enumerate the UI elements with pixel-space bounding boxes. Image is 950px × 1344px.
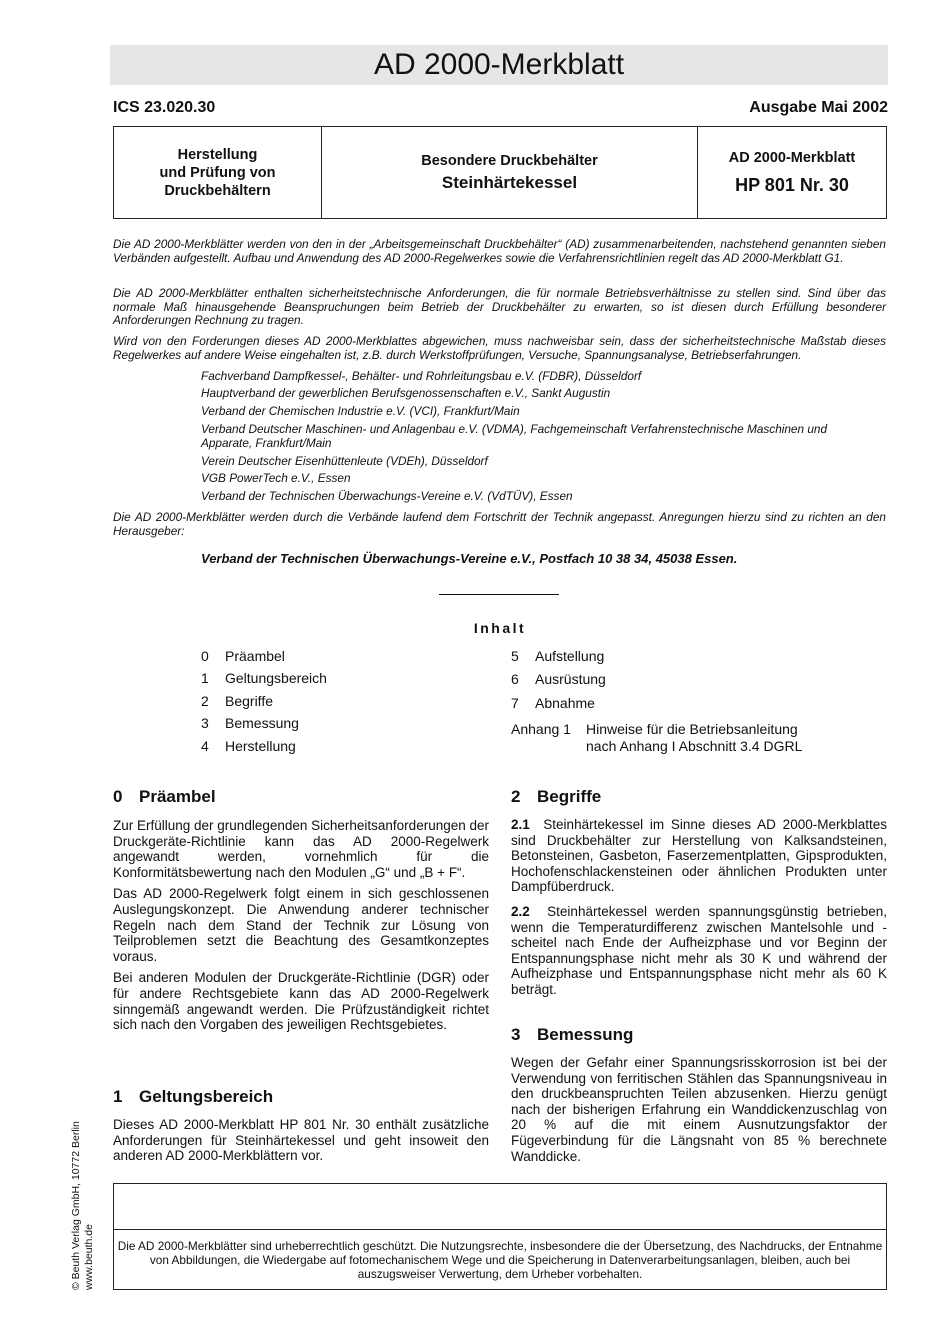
- section-body-1: [113, 1117, 489, 1170]
- toc-entry: 1 Geltungsbereich: [201, 670, 327, 686]
- toc-entry-annex: Anhang 1 Hinweise für die Betriebsanleitung nach Anhang I Abschnitt 3.4 DGRL: [511, 721, 803, 754]
- association-item: Verband der Chemischen Industrie e.V. (VCI), Frankfurt/Main: [201, 404, 520, 418]
- section-heading-0: 0 Präambel: [113, 787, 216, 806]
- association-item: VGB PowerTech e.V., Essen: [201, 471, 351, 485]
- toc-entry: 0 Präambel: [201, 648, 285, 664]
- toc-entry: 7 Abnahme: [511, 695, 595, 711]
- sheet-series: AD 2000-Merkblatt: [728, 149, 856, 166]
- copyright-box: [113, 1183, 887, 1290]
- intro-paragraph-2: Die AD 2000-Merkblätter enthalten sicherheitstechnische Anforderungen, die für normale Betriebsverhältnisse zu stellen sind. Sind über das normale Maß hinausgehende Beanspruchungen beim Betrieb der Druckbehälter zu erwarten, so ist diesen durch Erfüllung besonderer Anforderungen Rechnung zu tragen.: [113, 286, 886, 327]
- association-item: Verein Deutscher Eisenhüttenleute (VDEh), Düsseldorf: [201, 454, 488, 468]
- intro-paragraph-1: Die AD 2000-Merkblätter werden von den in der „Arbeitsgemeinschaft Druckbehälter“ (AD) zusammenarbeitenden, nachstehend genannten sieben Verbänden aufgestellt. Aufbau und Anwendung des AD 2000-Regelwerkes sowie die Verfahrensrichtlinien regelt das AD 2000-Merkblatt G1.: [113, 237, 886, 265]
- copyright-notice: Die AD 2000-Merkblätter sind urheberrechtlich geschützt. Die Nutzungsrechte, insbesondere die der Übersetzung, des Nachdrucks, der Entnahme von Abbildungen, die Wiedergabe auf fotomechanischem Wege und die Speicherung in Datenverarbeitungsanlagen, bleiben, auch bei auszugsweiser Verwertung, dem Urheber vorbehalten.: [114, 1229, 886, 1289]
- header-box-id: [698, 127, 886, 218]
- publisher-imprint: [70, 990, 96, 1290]
- subject-subtitle: Besondere Druckbehälter: [421, 152, 598, 169]
- edition-date: Ausgabe Mai 2002: [749, 99, 888, 116]
- paragraph: Zur Erfüllung der grundlegenden Sicherheitsanforderungen der Druckgeräte-Richtlinie kann das AD 2000-Regelwerk angewandt werden, vornehmlich für die Konformitätsbewertung nach den Modulen „G“ und „B + F“.: [113, 818, 489, 880]
- paragraph: Das AD 2000-Regelwerk folgt einem in sich geschlossenen Auslegungskonzept. Die Anwendung anderer technischer Regeln nach dem Stand der Technik zur Lösung von Teilproblemen setzt die Beachtung des Gesamtkonzeptes voraus.: [113, 886, 489, 964]
- paragraph: 2.1 Steinhärtekessel im Sinne dieses AD 2000-Merkblattes sind Druckbehälter zur Herstellung von Kalksandsteinen, Betonsteinen, Gasbeton, Faserzementplatten, Gipsprodukten, Hochofenschlackensteinen oder ähnlichen Produkten unter Dampfüberdruck.: [511, 817, 887, 895]
- association-item: Fachverband Dampfkessel-, Behälter- und Rohrleitungsbau e.V. (FDBR), Düsseldorf: [201, 369, 642, 383]
- toc-entry: 3 Bemessung: [201, 715, 299, 731]
- header-box-subject: [322, 127, 698, 218]
- paragraph: 2.2 Steinhärtekessel werden spannungsgünstig betrieben, wenn die Temperaturdifferenz zwischen Mantelsohle und -scheitel nach Ende der Aufheizphase und vor Beginn der Entspannungsphase nicht mehr als 30 K und während der Aufheizphase und Entspannungsphase nicht mehr als 60 K beträgt.: [511, 903, 887, 997]
- header-box: [113, 126, 887, 219]
- association-item: Verband der Technischen Überwachungs-Vereine e.V. (VdTÜV), Essen: [201, 489, 573, 503]
- section-body-3: [511, 1055, 887, 1170]
- section-body-0: [113, 818, 489, 1039]
- intro-paragraph-4: Die AD 2000-Merkblätter werden durch die Verbände laufend dem Fortschritt der Technik angepasst. Anregungen hierzu sind zu richten an den Herausgeber:: [113, 510, 886, 538]
- section-heading-3: 3 Bemessung: [511, 1025, 634, 1044]
- paragraph: Wegen der Gefahr einer Spannungsrisskorrosion ist bei der Verwendung von ferritischen Stählen das Spannungsniveau in den druckbeanspruchten Teilen abzusenken. Hierzu genügt nach der bisherigen Erfahrung ein Wanddickenzuschlag von 20 % auf die mit einem Ausnutzungsfaktor der Fügeverbindung für die Längsnaht von 85 % berechnete Wanddicke.: [511, 1055, 887, 1164]
- association-item: Hauptverband der gewerblichen Berufsgenossenschaften e.V., Sankt Augustin: [201, 386, 611, 400]
- paragraph: Bei anderen Modulen der Druckgeräte-Richtlinie (DGR) oder für andere Rechtsgebiete kann das AD 2000-Regelwerk sinngemäß angewandt werden. Die Prüfzuständigkeit richtet sich nach den Vorgaben des jeweiligen Rechtsgebietes.: [113, 970, 489, 1033]
- toc-title: Inhalt: [473, 620, 527, 636]
- ics-code: ICS 23.020.30: [113, 99, 216, 116]
- intro-paragraph-3: Wird von den Forderungen dieses AD 2000-Merkblattes abgewichen, muss nachweisbar sein, dass der sicherheitstechnische Maßstab dieses Regelwerkes auf andere Weise eingehalten ist, z.B. durch Werkstoffprüfungen, Versuche, Spannungsanalyse, Betriebserfahrungen.: [113, 334, 886, 362]
- toc-entry: 2 Begriffe: [201, 693, 273, 709]
- toc-entry: 5 Aufstellung: [511, 648, 605, 664]
- publisher-address: Verband der Technischen Überwachungs-Vereine e.V., Postfach 10 38 34, 45038 Essen.: [201, 551, 738, 566]
- category-line-3: Druckbehältern: [164, 182, 271, 199]
- toc-entry: 6 Ausrüstung: [511, 671, 606, 687]
- paragraph: Dieses AD 2000-Merkblatt HP 801 Nr. 30 enthält zusätzliche Anforderungen für Steinhärtekessel und geht insoweit den anderen AD 2000-Merkblättern vor.: [113, 1117, 489, 1164]
- header-box-category: [114, 127, 322, 218]
- section-body-2: [511, 817, 887, 1004]
- section-heading-1: 1 Geltungsbereich: [113, 1087, 274, 1106]
- divider-line: [439, 594, 559, 595]
- document-title: AD 2000-Merkblatt: [110, 45, 888, 85]
- category-line-2: und Prüfung von: [159, 164, 276, 181]
- subject-title: Steinhärtekessel: [441, 172, 578, 192]
- sheet-number: HP 801 Nr. 30: [735, 174, 849, 195]
- imprint-line-1: © Beuth Verlag GmbH, 10772 Berlin: [70, 1121, 82, 1290]
- imprint-line-2: www.beuth.de: [83, 1224, 95, 1290]
- category-line-1: Herstellung: [177, 146, 258, 163]
- section-heading-2: 2 Begriffe: [511, 787, 602, 806]
- toc-entry: 4 Herstellung: [201, 738, 296, 754]
- association-item: Verband Deutscher Maschinen- und Anlagenbau e.V. (VDMA), Fachgemeinschaft Verfahrenstechnische Maschinen und Apparate, Frankfurt/Main: [201, 422, 828, 450]
